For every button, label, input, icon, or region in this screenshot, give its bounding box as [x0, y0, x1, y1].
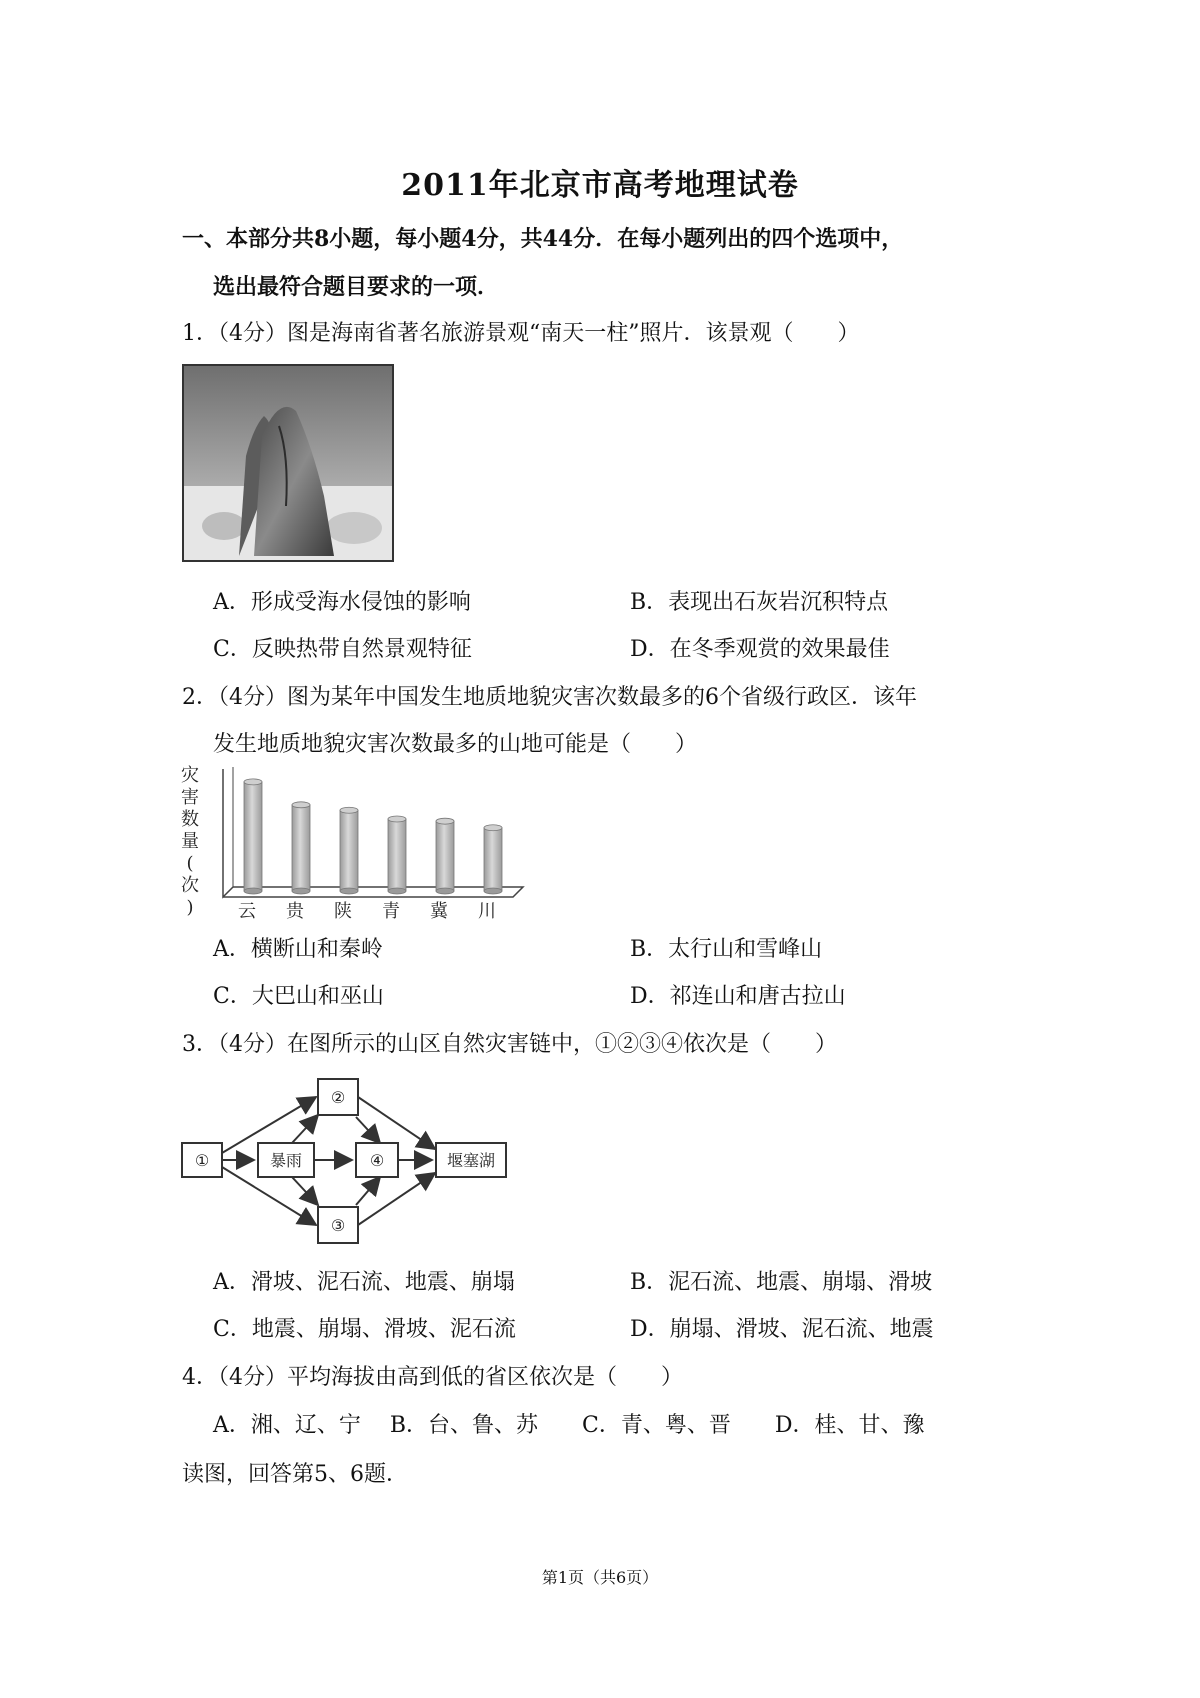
chart-ylabel-char: ) [186, 897, 194, 918]
q2-option-b: B．太行山和雪峰山 [630, 937, 823, 962]
page-footer: 第1页（共6页） [541, 1568, 659, 1587]
q3-hazard-chain-diagram [180, 1075, 510, 1250]
chart-categories [238, 901, 496, 922]
node-4-label: ④ [369, 1151, 385, 1170]
q2-stem-line2: 发生地质地貌灾害次数最多的山地可能是（ ） [213, 732, 698, 757]
page-title: 2011年北京市高考地理试卷 [401, 168, 799, 203]
node-1-label: ① [194, 1151, 210, 1170]
chart-axes [223, 767, 523, 897]
q1-photo-nantianyizhu [182, 364, 394, 562]
chart-bar [484, 825, 502, 894]
chart-category-label: 云 [238, 901, 256, 922]
chart-ylabel-char: 害 [181, 787, 199, 808]
q3-option-d: D．崩塌、滑坡、泥石流、地震 [630, 1317, 934, 1342]
chart-category-label: 青 [382, 901, 400, 922]
chart-category-label: 川 [478, 901, 496, 922]
q2-bar-chart-svg [178, 765, 538, 925]
chart-bar [388, 816, 406, 894]
node-3-label: ③ [330, 1216, 346, 1235]
chart-y-axis [223, 769, 233, 897]
chart-ylabel [181, 765, 199, 918]
chart-category-label: 陕 [334, 901, 352, 922]
chart-ylabel-char: ( [186, 853, 194, 874]
chart-x-axis-floor [223, 887, 523, 897]
q1-option-a: A．形成受海水侵蚀的影响 [213, 590, 471, 615]
q4-options: A．湘、辽、宁 B．台、鲁、苏 C．青、粤、晋 D．桂、甘、豫 [213, 1413, 925, 1438]
chart-ylabel-char: 量 [181, 831, 199, 852]
q2-option-c: C．大巴山和巫山 [213, 984, 384, 1009]
q1-option-d: D．在冬季观赏的效果最佳 [630, 637, 890, 662]
node-2-label: ② [330, 1088, 346, 1107]
node-lake-label: 堰塞湖 [446, 1151, 496, 1170]
section-instruction-line1: 一、本部分共8小题，每小题4分，共44分．在每小题列出的四个选项中， [182, 226, 904, 252]
q56-intro: 读图，回答第5、6题． [182, 1462, 408, 1487]
q3-stem: 3．（4分）在图所示的山区自然灾害链中，①②③④依次是（ ） [182, 1032, 837, 1057]
q1-option-c: C．反映热带自然景观特征 [213, 637, 472, 662]
q1-stem: 1．（4分）图是海南省著名旅游景观“南天一柱”照片．该景观（ ） [182, 321, 860, 346]
chart-ylabel-char: 数 [181, 809, 199, 830]
chart-ylabel-char: 灾 [181, 765, 199, 786]
q3-option-b: B．泥石流、地震、崩塌、滑坡 [630, 1270, 933, 1295]
q3-option-a: A．滑坡、泥石流、地震、崩塌 [213, 1270, 515, 1295]
q2-bar-chart [178, 765, 538, 925]
q2-option-a: A．横断山和秦岭 [213, 937, 383, 962]
chart-ylabel-char: 次 [181, 875, 199, 896]
q4-stem: 4．（4分）平均海拔由高到低的省区依次是（ ） [182, 1365, 683, 1390]
q3-option-c: C．地震、崩塌、滑坡、泥石流 [213, 1317, 516, 1342]
chart-bar [292, 802, 310, 894]
section-instruction-line2: 选出最符合题目要求的一项． [213, 274, 500, 300]
chart-category-label: 冀 [430, 901, 448, 922]
q2-stem-line1: 2．（4分）图为某年中国发生地质地貌灾害次数最多的6个省级行政区．该年 [182, 685, 917, 710]
chart-bar [340, 807, 358, 894]
q1-option-b: B．表现出石灰岩沉积特点 [630, 590, 889, 615]
chart-category-label: 贵 [286, 901, 304, 922]
chart-bar [436, 818, 454, 894]
chart-bars [244, 779, 502, 894]
q2-option-d: D．祁连山和唐古拉山 [630, 984, 846, 1009]
node-rain-label: 暴雨 [269, 1151, 303, 1170]
chart-bar [244, 779, 262, 894]
